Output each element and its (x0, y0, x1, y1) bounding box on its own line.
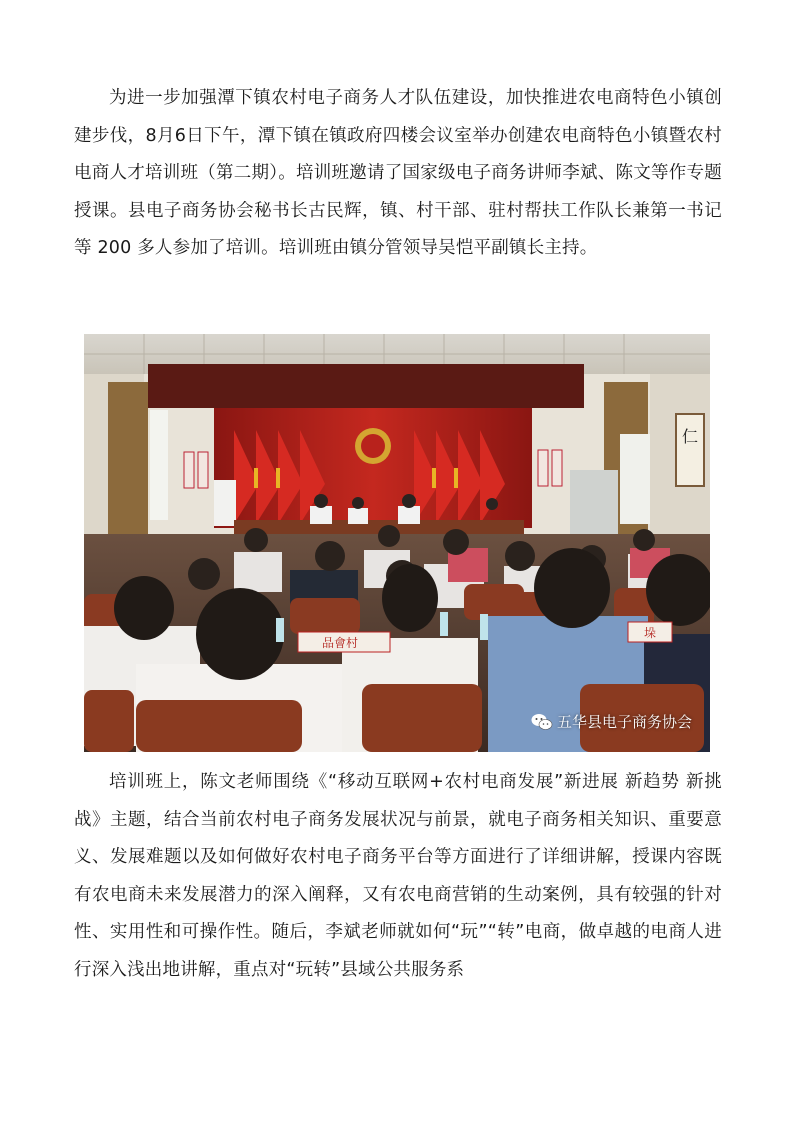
watermark-text: 五华县电子商务协会 (556, 713, 692, 731)
meeting-scene-graphic (84, 334, 710, 752)
table-sign-left: 品會村 (322, 636, 359, 650)
table-sign-right: 垛 (644, 626, 657, 640)
meeting-photo (84, 334, 710, 752)
calligraphy-text: 仁 (681, 427, 699, 446)
wechat-icon (531, 713, 553, 731)
paragraph-training: 培训班上，陈文老师围绕《“移动互联网+农村电商发展”新进展 新趋势 新挑战》主题，结合当前农村电子商务发展状况与前景，就电子商务相关知识、重要意义、发展难题以及如何做好农村电子商务平台等方面进行了详细讲解，授课内容既有农电商未来发展潜力的深入阐释，又有农电商营销的生动案例，具有较强的针对性、实用性和可操作性。随后，李斌老师就如何“玩”“转”电商，做卓越的电商人进行深入浅出地讲解，重点对“玩转”县域公共服务系 (74, 772, 722, 980)
watermark (531, 711, 692, 732)
paragraph-intro: 为进一步加强潭下镇农村电子商务人才队伍建设，加快推进农电商特色小镇创建步伐，8月6日下午，潭下镇在镇政府四楼会议室举办创建农电商特色小镇暨农村电商人才培训班（第二期）。培训班邀请了国家级电子商务讲师李斌、陈文等作专题授课。县电子商务协会秘书长古民辉，镇、村干部、驻村帮扶工作队长兼第一书记等 200 多人参加了培训。培训班由镇分管领导吴恺平副镇长主持。 (74, 88, 722, 258)
